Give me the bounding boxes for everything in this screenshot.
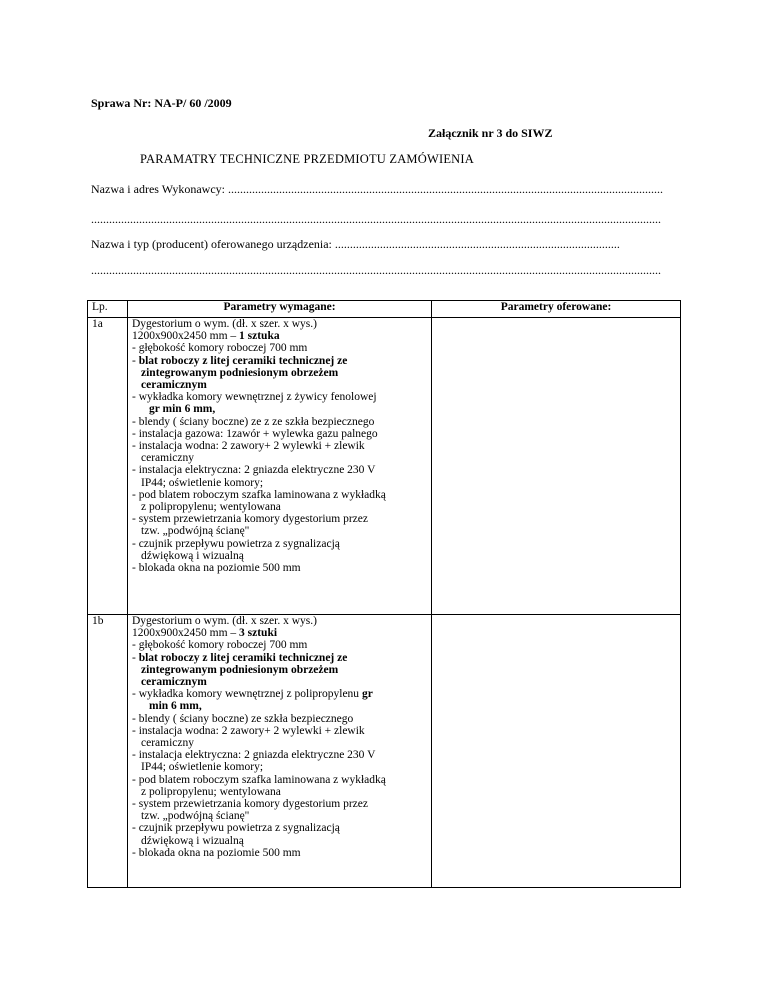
param-line: zintegrowanym podniesionym obrzeżem: [141, 663, 339, 676]
required-parameters: [128, 318, 432, 615]
param-line: tzw. „podwójną ścianę": [141, 525, 250, 538]
param-line: - blokada okna na poziomie 500 mm: [132, 562, 301, 575]
contractor-name-field: Nazwa i adres Wykonawcy: .................................................................................................................................................: [91, 182, 664, 196]
param-text: - wykładka komory wewnętrznej z polipropylenu: [132, 688, 362, 701]
param-text-bold: blat roboczy z litej ceramiki technicznej ze: [138, 354, 348, 367]
param-line: ceramiczny: [141, 452, 194, 465]
annex-label: Załącznik nr 3 do SIWZ: [428, 126, 553, 140]
param-quantity: 3 sztuki: [239, 627, 278, 640]
offered-parameters-cell[interactable]: [432, 318, 681, 615]
param-line: - system przewietrzania komory dygestorium przez: [132, 798, 368, 811]
param-line: - czujnik przepływu powietrza z sygnalizacją: [132, 537, 340, 550]
param-line: - czujnik przepływu powietrza z sygnalizacją: [132, 822, 340, 835]
param-line: - instalacja elektryczna: 2 gniazda elektryczne 230 V: [132, 464, 376, 477]
param-text-bold: gr: [361, 688, 373, 701]
param-line: [132, 355, 427, 367]
parameters-table: [87, 300, 681, 888]
param-line: [132, 652, 427, 664]
param-line: dźwiękową i wizualną: [141, 834, 244, 847]
required-parameters: [128, 615, 432, 888]
param-line: [132, 627, 427, 639]
header-offered: Parametry oferowane:: [432, 301, 681, 318]
param-line: - głębokość komory roboczej 700 mm: [132, 342, 308, 355]
param-line: [132, 688, 427, 700]
param-line: - blendy ( ściany boczne) ze z ze szkła bezpiecznego: [132, 415, 375, 428]
param-line: min 6 mm,: [149, 700, 202, 713]
param-line: gr min 6 mm,: [149, 403, 216, 416]
offered-parameters-cell[interactable]: [432, 615, 681, 888]
param-line: ceramiczny: [141, 737, 194, 750]
param-line: - instalacja wodna: 2 zawory+ 2 wylewki + zlewik: [132, 440, 365, 453]
param-text: 1200x900x2450 mm –: [132, 330, 240, 343]
row-number: 1b: [88, 615, 128, 888]
header-lp: Lp.: [88, 301, 128, 318]
param-line: Dygestorium o wym. (dł. x szer. x wys.): [132, 318, 317, 330]
param-line: tzw. „podwójną ścianę": [141, 810, 250, 823]
param-line: Dygestorium o wym. (dł. x szer. x wys.): [132, 615, 317, 627]
param-line: ceramicznym: [141, 676, 207, 689]
table-row: [88, 318, 681, 615]
param-line: - pod blatem roboczym szafka laminowana z wykładką: [132, 488, 386, 501]
contractor-name-field-continued: ..............................................................................................................................................................................................: [91, 212, 661, 226]
param-line: - instalacja gazowa: 1zawór + wylewka gazu palnego: [132, 427, 378, 440]
param-line: - wykładka komory wewnętrznej z żywicy fenolowej: [132, 391, 377, 404]
param-line: - system przewietrzania komory dygestorium przez: [132, 513, 368, 526]
header-required: Parametry wymagane:: [128, 301, 432, 318]
param-line: - pod blatem roboczym szafka laminowana z wykładką: [132, 773, 386, 786]
device-name-field: Nazwa i typ (producent) oferowanego urządzenia: ...............................................................................................: [91, 237, 620, 251]
param-text: -: [132, 651, 139, 664]
table-header-row: [88, 301, 681, 318]
param-line: - instalacja wodna: 2 zawory+ 2 wylewki + zlewik: [132, 724, 365, 737]
param-line: IP44; oświetlenie komory;: [141, 761, 264, 774]
param-text: 1200x900x2450 mm –: [132, 627, 240, 640]
param-line: - instalacja elektryczna: 2 gniazda elektryczne 230 V: [132, 749, 376, 762]
param-line: zintegrowanym podniesionym obrzeżem: [141, 366, 339, 379]
row-number: 1a: [88, 318, 128, 615]
param-line: - głębokość komory roboczej 700 mm: [132, 639, 308, 652]
case-number: Sprawa Nr: NA-P/ 60 /2009: [91, 96, 232, 110]
device-name-field-continued: ..............................................................................................................................................................................................: [91, 263, 661, 277]
param-quantity: 1 sztuka: [239, 330, 280, 343]
param-line: z polipropylenu; wentylowana: [141, 785, 281, 798]
param-line: ceramicznym: [141, 379, 207, 392]
param-line: - blokada okna na poziomie 500 mm: [132, 846, 301, 859]
param-line: - blendy ( ściany boczne) ze szkła bezpiecznego: [132, 712, 354, 725]
document-title: PARAMATRY TECHNICZNE PRZEDMIOTU ZAMÓWIENIA: [140, 152, 474, 166]
param-line: [132, 330, 427, 342]
param-line: z polipropylenu; wentylowana: [141, 501, 281, 514]
param-text-bold: blat roboczy z litej ceramiki technicznej ze: [138, 651, 348, 664]
param-text: -: [132, 354, 139, 367]
param-line: dźwiękową i wizualną: [141, 549, 244, 562]
table-row: [88, 615, 681, 888]
param-line: IP44; oświetlenie komory;: [141, 476, 264, 489]
